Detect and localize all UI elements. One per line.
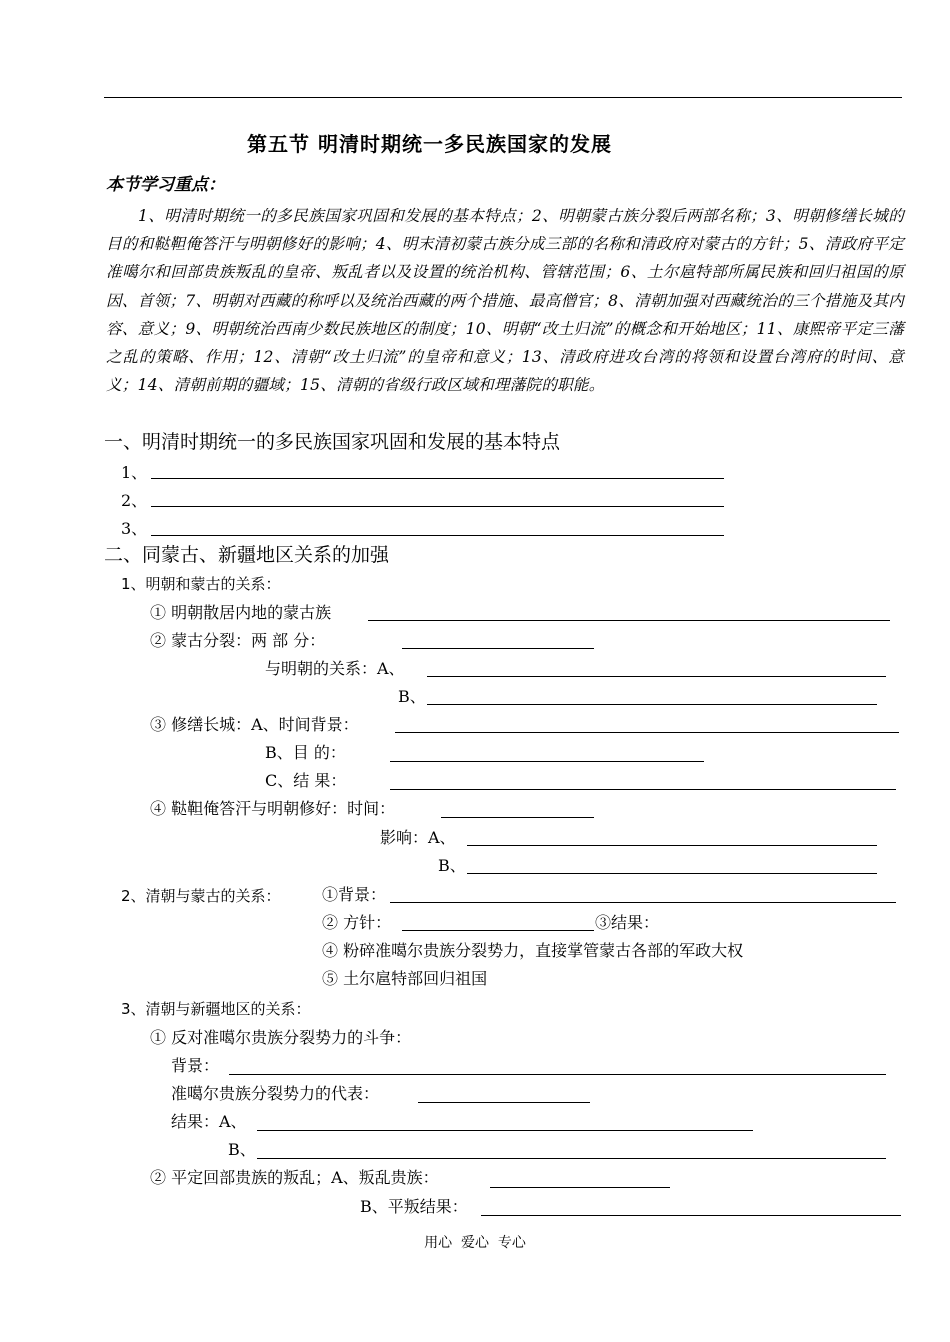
sub1-q2-relation-label: 与明朝的关系：A、 bbox=[265, 659, 405, 678]
focus-heading: 本节学习重点： bbox=[106, 175, 225, 195]
sub3-heading: 3、清朝与新疆地区的关系： bbox=[121, 1000, 311, 1018]
section1-item-1-blank[interactable] bbox=[151, 478, 724, 479]
sub2-result-label: ③结果： bbox=[595, 913, 660, 932]
sub1-q3-a-blank[interactable] bbox=[395, 732, 899, 733]
sub1-q4-a-blank[interactable] bbox=[467, 845, 877, 846]
sub2-background-blank[interactable] bbox=[390, 902, 896, 903]
sub1-q3-label: ③ 修缮长城：A、时间背景： bbox=[150, 715, 359, 734]
sub3-background-blank[interactable] bbox=[229, 1074, 886, 1075]
page-title: 第五节 明清时期统一多民族国家的发展 bbox=[247, 132, 612, 156]
sub3-representative-blank[interactable] bbox=[418, 1102, 590, 1103]
sub3-q2-label: ② 平定回部贵族的叛乱；A、叛乱贵族： bbox=[150, 1168, 439, 1187]
sub2-result-5: ⑤ 土尔扈特部回归祖国 bbox=[322, 969, 488, 988]
sub1-heading: 1、明朝和蒙古的关系： bbox=[121, 575, 281, 593]
sub3-result-a-blank[interactable] bbox=[257, 1130, 753, 1131]
section1-item-2-blank[interactable] bbox=[151, 506, 724, 507]
sub3-background-label: 背景： bbox=[171, 1056, 220, 1075]
sub1-q3-b-label: B、目 的： bbox=[265, 743, 346, 762]
sub3-representative-label: 准噶尔贵族分裂势力的代表： bbox=[171, 1084, 380, 1103]
sub1-q4-time-blank[interactable] bbox=[441, 817, 594, 818]
sub1-q1-blank[interactable] bbox=[368, 620, 890, 621]
section2-heading: 二、同蒙古、新疆地区关系的加强 bbox=[104, 544, 390, 566]
sub1-q2-relation-b-blank[interactable] bbox=[427, 704, 877, 705]
sub1-q2-relation-a-blank[interactable] bbox=[427, 676, 886, 677]
sub3-result-b-label: B、 bbox=[228, 1140, 256, 1159]
sub2-background-label: ①背景： bbox=[322, 885, 387, 904]
sub2-policy-label: ② 方针： bbox=[322, 913, 392, 932]
sub2-result-4: ④ 粉碎准噶尔贵族分裂势力，直接掌管蒙古各部的军政大权 bbox=[322, 941, 744, 960]
sub3-q1-label: ① 反对准噶尔贵族分裂势力的斗争： bbox=[150, 1028, 412, 1047]
sub1-q2-label: ② 蒙古分裂：两 部 分： bbox=[150, 631, 326, 650]
sub1-q2-b-label: B、 bbox=[398, 687, 426, 706]
sub1-q1-label: ① 明朝散居内地的蒙古族 bbox=[150, 603, 332, 622]
sub3-result-a-label: 结果：A、 bbox=[171, 1112, 247, 1131]
header-rule bbox=[104, 97, 902, 98]
section1-item-3-blank[interactable] bbox=[151, 535, 724, 536]
page-footer: 用心 爱心 专心 bbox=[424, 1235, 526, 1251]
sub2-policy-blank[interactable] bbox=[402, 930, 594, 931]
sub2-heading: 2、清朝与蒙古的关系： bbox=[121, 887, 281, 905]
sub3-q2-b-blank[interactable] bbox=[481, 1215, 901, 1216]
sub1-q3-c-label: C、结 果： bbox=[265, 771, 347, 790]
sub3-q2-b-label: B、平叛结果： bbox=[360, 1197, 468, 1216]
sub1-q3-c-blank[interactable] bbox=[390, 789, 896, 790]
sub1-q4-label: ④ 鞑靼俺答汗与明朝修好：时间： bbox=[150, 799, 396, 818]
sub1-q3-b-blank[interactable] bbox=[390, 761, 704, 762]
sub3-result-b-blank[interactable] bbox=[257, 1158, 886, 1159]
focus-paragraph: 1、明清时期统一的多民族国家巩固和发展的基本特点；2、明朝蒙古族分裂后两部名称；3、明朝修缮长城的目的和鞑靼俺答汗与明朝修好的影响；4、明末清初蒙古族分成三部的名称和清政府对蒙古的方针；5、清政府平定准噶尔和回部贵族叛乱的皇帝、叛乱者以及设置的统治机构、管辖范围；6、土尔扈特部所属民族和回归祖国的原因、首领；7、明朝对西藏的称呼以及统治西藏的两个措施、最高僧官；8、清朝加强对西藏统治的三个措施及其内容、意义；9、明朝统治西南少数民族地区的制度；10、明朝“改土归流”的概念和开始地区；11、康熙帝平定三藩之乱的策略、作用；12、清朝“改土归流”的皇帝和意义；13、清政府进攻台湾的将领和设置台湾府的时间、意义；14、清朝前期的疆域；15、清朝的省级行政区域和理藩院的职能。 bbox=[106, 207, 904, 395]
section1-item-1-label: 1、 bbox=[121, 463, 148, 482]
section1-heading: 一、明清时期统一的多民族国家巩固和发展的基本特点 bbox=[104, 431, 561, 453]
section1-item-2-label: 2、 bbox=[121, 491, 148, 510]
sub1-q4-b-label: B、 bbox=[438, 856, 466, 875]
section1-item-3-label: 3、 bbox=[121, 519, 148, 538]
sub1-q4-a-label: 影响：A、 bbox=[380, 828, 456, 847]
sub3-q2-a-blank[interactable] bbox=[490, 1187, 670, 1188]
sub1-q2-blank[interactable] bbox=[402, 648, 594, 649]
sub1-q4-b-blank[interactable] bbox=[467, 873, 877, 874]
